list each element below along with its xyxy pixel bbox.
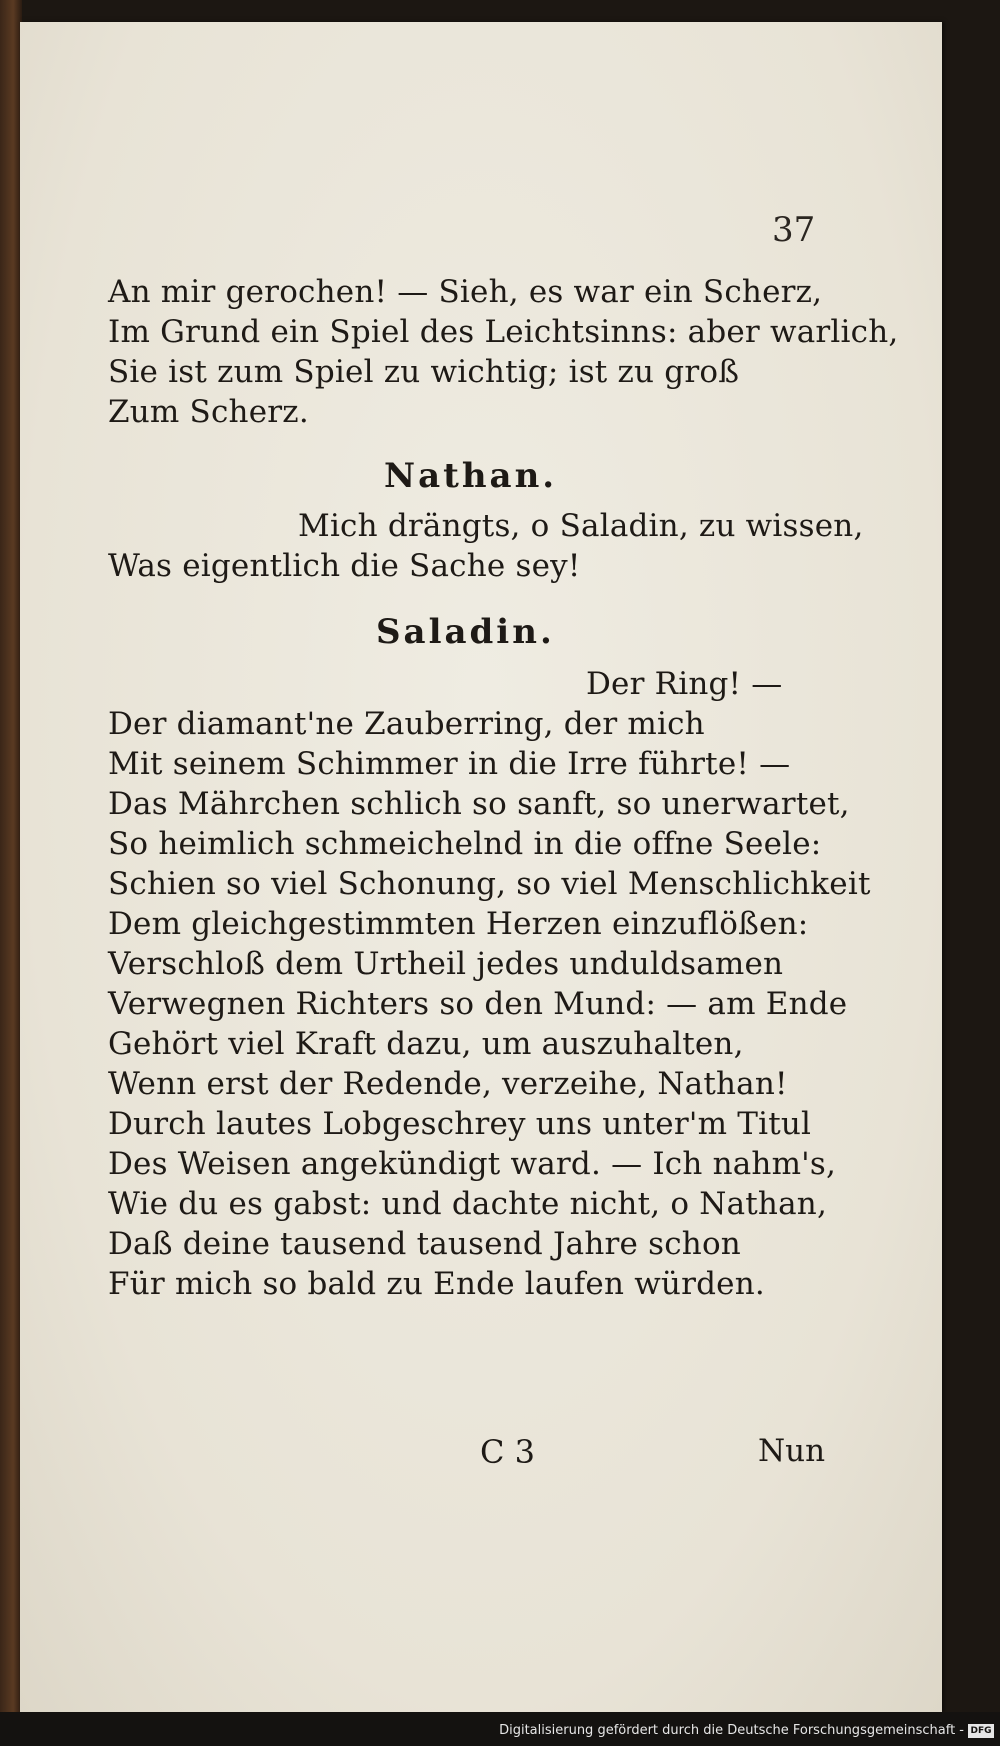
catchword: Nun (758, 1433, 826, 1469)
text-line: So heimlich schmeichelnd in die offne Seele: (108, 826, 822, 862)
text-line: Schien so viel Schonung, so viel Menschlichkeit (108, 866, 871, 902)
text-line: Das Mährchen schlich so sanft, so unerwartet, (108, 786, 850, 822)
text-line: Mich drängts, o Saladin, zu wissen, (298, 508, 864, 544)
text-line: Dem gleichgestimmten Herzen einzuflößen: (108, 906, 809, 942)
text-line: Verschloß dem Urtheil jedes unduldsamen (108, 946, 784, 982)
text-line: Des Weisen angekündigt ward. — Ich nahm's, (108, 1146, 837, 1182)
book-spine-edge (0, 0, 22, 1746)
text-line: Wenn erst der Redende, verzeihe, Nathan! (108, 1066, 788, 1102)
text-line: Durch lautes Lobgeschrey uns unter'm Titul (108, 1106, 812, 1142)
text-line: Wie du es gabst: und dachte nicht, o Nathan, (108, 1186, 827, 1222)
speaker-name: Saladin. (376, 612, 555, 652)
book-page (20, 22, 942, 1712)
text-line: Im Grund ein Spiel des Leichtsinns: aber warlich, (108, 314, 899, 350)
text-line: Der Ring! — (586, 666, 783, 702)
text-line: Daß deine tausend tausend Jahre schon (108, 1226, 741, 1262)
text-line: Zum Scherz. (108, 394, 309, 430)
text-line: Der diamant'ne Zauberring, der mich (108, 706, 705, 742)
credit-text: Digitalisierung gefördert durch die Deutsche Forschungsgemeinschaft - (499, 1723, 964, 1738)
signature-mark: C 3 (480, 1433, 536, 1471)
speaker-name: Nathan. (384, 456, 558, 496)
text-line: Was eigentlich die Sache sey! (108, 548, 581, 584)
page-number: 37 (772, 210, 816, 250)
text-line: Mit seinem Schimmer in die Irre führte! — (108, 746, 791, 782)
text-line: Verwegnen Richters so den Mund: — am Ende (108, 986, 848, 1022)
text-line: An mir gerochen! — Sieh, es war ein Scherz, (108, 274, 823, 310)
text-line: Für mich so bald zu Ende laufen würden. (108, 1266, 765, 1302)
dfg-logo: DFG (968, 1724, 994, 1738)
text-line: Gehört viel Kraft dazu, um auszuhalten, (108, 1026, 744, 1062)
text-line: Sie ist zum Spiel zu wichtig; ist zu groß (108, 354, 740, 390)
credit-bar (0, 1712, 1000, 1746)
